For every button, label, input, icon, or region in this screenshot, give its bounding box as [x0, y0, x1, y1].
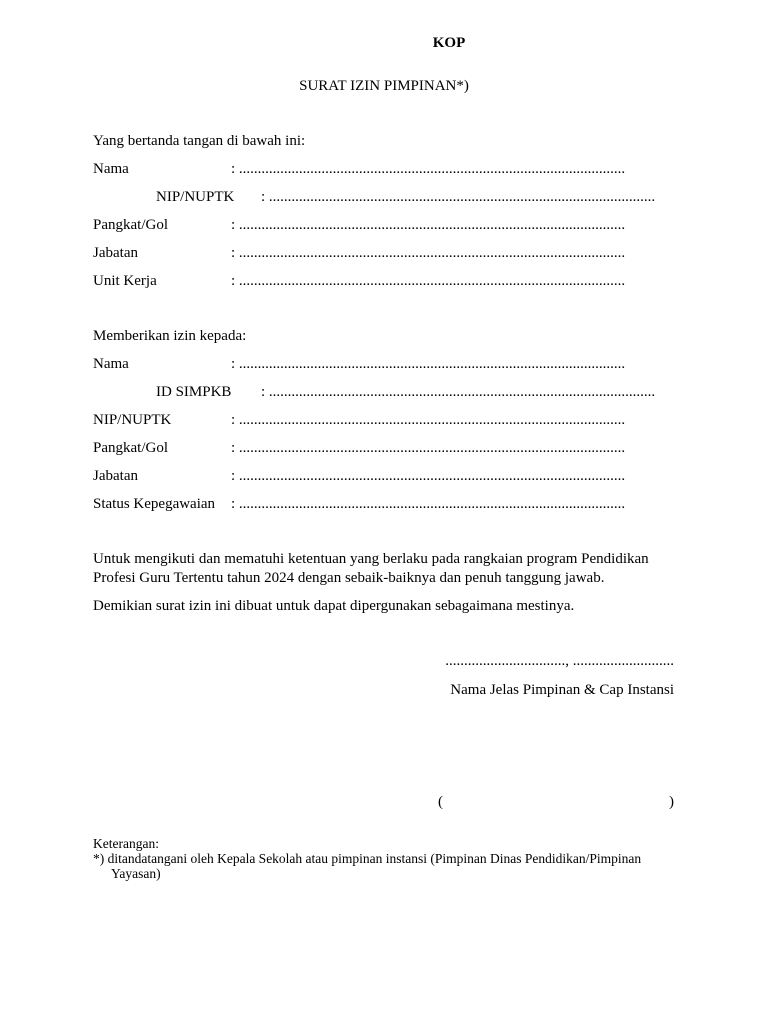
- footnote-line-1: *) ditandatangani oleh Kepala Sekolah atau pimpinan instansi (Pimpinan Dinas Pendidikan/Pimpinan: [93, 851, 642, 866]
- signer-rank-label: Pangkat/Gol: [93, 217, 168, 233]
- recipient-simpkb-label: ID SIMPKB: [156, 384, 232, 400]
- footnote-line-2: Yayasan): [111, 866, 161, 881]
- letter-title: SURAT IZIN PIMPINAN*): [299, 78, 469, 94]
- recipient-rank-label: Pangkat/Gol: [93, 440, 168, 456]
- recipient-intro: Memberikan izin kepada:: [93, 328, 247, 344]
- signer-unit-label: Unit Kerja: [93, 273, 157, 289]
- recipient-simpkb-value: : .......................................................................................................: [261, 384, 656, 400]
- signer-name-label: Nama: [93, 161, 129, 177]
- signer-position-value: : .......................................................................................................: [231, 245, 626, 261]
- signer-unit-value: : .......................................................................................................: [231, 273, 626, 289]
- recipient-nip-label: NIP/NUPTK: [93, 412, 172, 428]
- recipient-position-label: Jabatan: [93, 468, 138, 484]
- recipient-name-label: Nama: [93, 356, 129, 372]
- signer-nip-label: NIP/NUPTK: [156, 189, 235, 205]
- signer-intro: Yang bertanda tangan di bawah ini:: [93, 133, 306, 149]
- signature-close-paren: ): [669, 794, 674, 810]
- body-paragraph-2: Demikian surat izin ini dibuat untuk dapat dipergunakan sebagaimana mestinya.: [93, 598, 575, 614]
- footnote-heading: Keterangan:: [93, 836, 159, 851]
- kop-heading: KOP: [432, 35, 466, 51]
- recipient-position-value: : .......................................................................................................: [231, 468, 626, 484]
- signer-name-value: : .......................................................................................................: [231, 161, 626, 177]
- recipient-status-value: : .......................................................................................................: [231, 496, 626, 512]
- signer-position-label: Jabatan: [93, 245, 138, 261]
- signatory-name-label: Nama Jelas Pimpinan & Cap Instansi: [450, 682, 674, 698]
- recipient-name-value: : .......................................................................................................: [231, 356, 626, 372]
- body-paragraph-1: Untuk mengikuti dan mematuhi ketentuan yang berlaku pada rangkaian program Pendidikan Profesi Guru Tertentu tahun 2024 dengan sebaik-baiknya dan penuh tanggung jawab.: [93, 551, 649, 586]
- recipient-nip-value: : .......................................................................................................: [231, 412, 626, 428]
- signer-nip-value: : .......................................................................................................: [261, 189, 656, 205]
- place-date-line: ................................, ...........................: [445, 653, 674, 669]
- signature-open-paren: (: [438, 794, 443, 810]
- signer-rank-value: : .......................................................................................................: [231, 217, 626, 233]
- recipient-status-label: Status Kepegawaian: [93, 496, 216, 512]
- recipient-rank-value: : .......................................................................................................: [231, 440, 626, 456]
